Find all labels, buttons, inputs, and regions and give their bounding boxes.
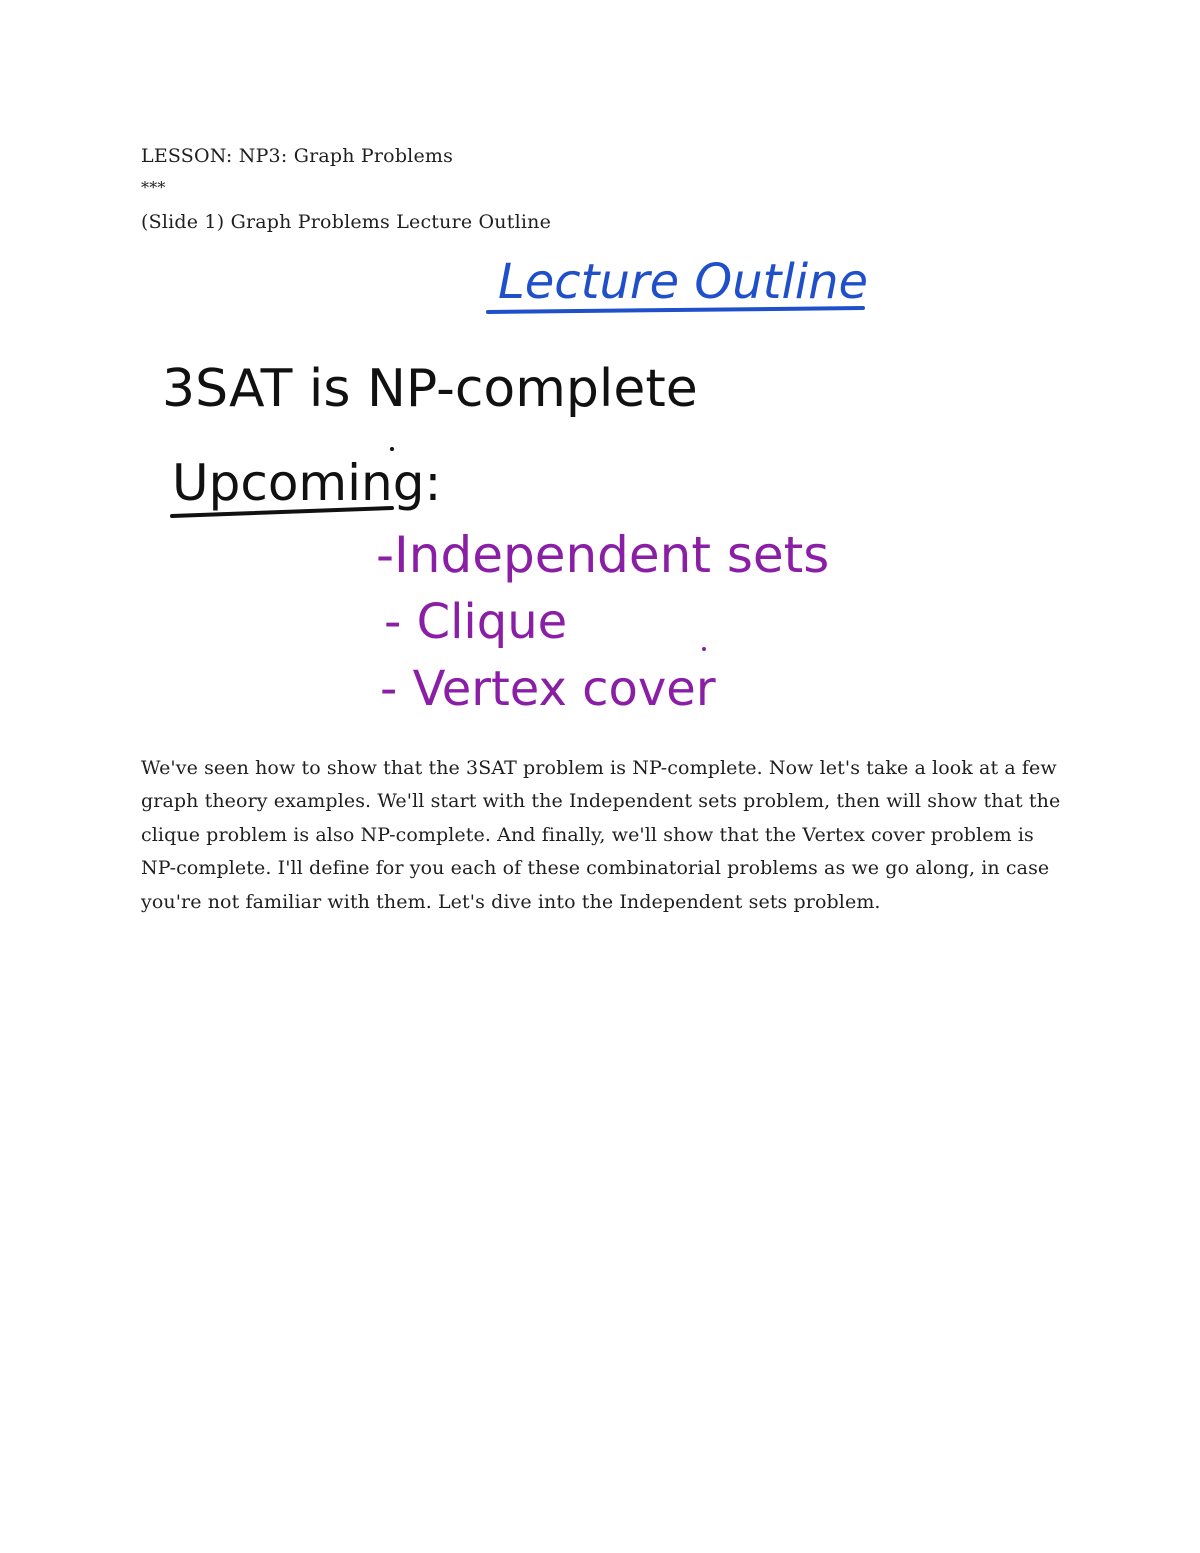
slide-item-clique: - Clique (384, 594, 568, 650)
ink-dot (390, 447, 394, 451)
slide-title: (Slide 1) Graph Problems Lecture Outline (141, 211, 552, 233)
ink-dot (702, 647, 706, 651)
slide-statement: 3SAT is NP-complete (162, 359, 698, 419)
upcoming-label: Upcoming: (172, 454, 442, 512)
separator: *** (141, 178, 166, 197)
slide-item-independent-sets: -Independent sets (376, 526, 830, 584)
lesson-title: LESSON: NP3: Graph Problems (141, 145, 454, 167)
body-paragraph: We've seen how to show that the 3SAT problem is NP-complete. Now let's take a look at a few graph theory examples. We'll start with the Independent sets problem, then will show that the clique problem is also NP-complete. And finally, we'll show that the Vertex cover problem is NP-complete. I'll define for you each of these combinatorial problems as we go along, in case you're not familiar with them. Let's dive into the Independent sets problem. (141, 757, 1061, 913)
slide-item-vertex-cover: - Vertex cover (380, 661, 716, 717)
slide-heading: Lecture Outline (498, 254, 869, 310)
slide-image (140, 246, 940, 726)
